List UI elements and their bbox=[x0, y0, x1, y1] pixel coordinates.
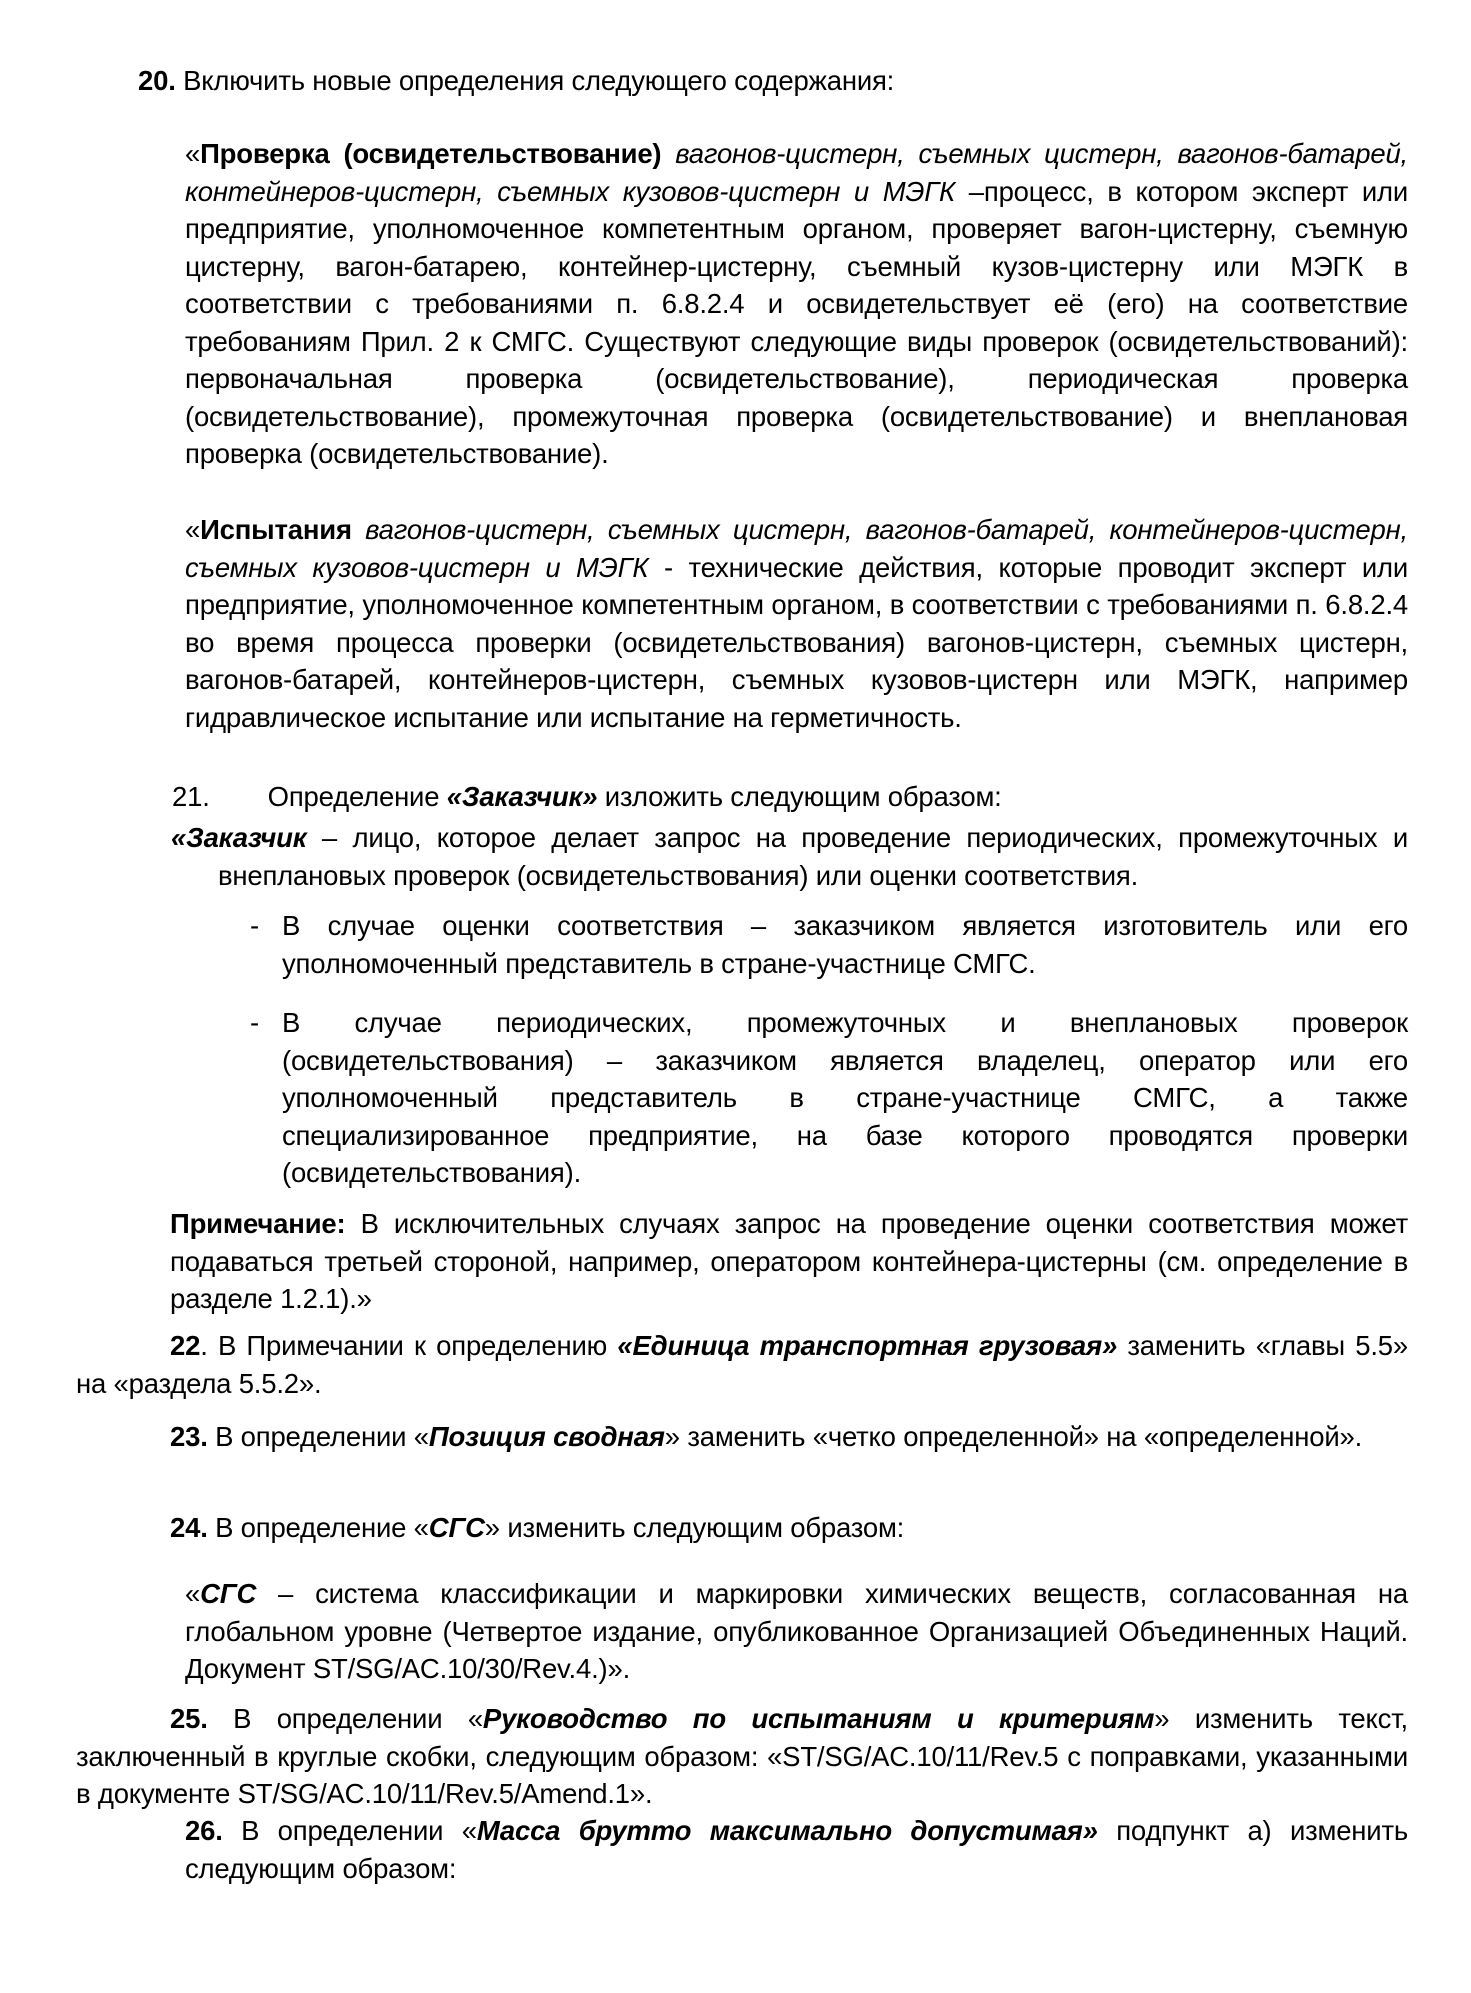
term-edinica: «Единица транспортная грузовая» bbox=[617, 1330, 1118, 1361]
note-text: В исключительных случаях запрос на проведение оценки соответствия может подаваться третьей стороной, например, оператором контейнера-цистерны (см. определение в разделе 1.2.1).» bbox=[170, 1208, 1408, 1314]
definition-ispytaniya-text: - технические действия, которые проводит эксперт или предприятие, уполномоченное компетентным органом, в соответствии с требованиями п. 6.8.2.4 во время процесса проверки (освидетельствования) вагонов-цистерн, съемных цистерн, вагонов-батарей, контейнеров-цистерн, съемных кузовов-цистерн или МЭГК, например гидравлическое испытание или испытание на герметичность. bbox=[185, 551, 1408, 733]
paragraph-25: 25. В определении «Руководство по испытаниям и критериям» изменить текст, заключенный в круглые скобки, следующим образом: «ST/SG/AC.10/11/Rev.5 с поправками, указанными в документе ST/SG/AC.10/11/Rev.5/Amend.1». bbox=[76, 1703, 1408, 1809]
paragraph-22: 22. В Примечании к определению «Единица транспортная грузовая» заменить «главы 5.5» на «раздела 5.5.2». bbox=[76, 1330, 1408, 1399]
term-proverka: Проверка (освидетельствование) bbox=[200, 138, 662, 169]
bullet-item-1: В случае оценки соответствия – заказчиком является изготовитель или его уполномоченный представитель в стране-участнице СМГС. bbox=[282, 910, 1408, 979]
definition-proverka-italic: вагонов-цистерн, съемных цистерн, вагонов-батарей, контейнеров-цистерн, съемных кузовов-цистерн и МЭГК bbox=[185, 138, 1408, 207]
item-number-26: 26. bbox=[185, 1815, 223, 1846]
item-number-25: 25. bbox=[170, 1703, 208, 1734]
item-number-21: 21. bbox=[172, 781, 210, 812]
definition-zakazchik bbox=[171, 819, 1408, 894]
note bbox=[170, 1205, 1408, 1318]
term-sgs: СГС bbox=[200, 1578, 257, 1609]
paragraph-20-text: Включить новые определения следующего содержания: bbox=[175, 65, 895, 96]
definition-zakazchik-text: – лицо, которое делает запрос на проведение периодических, промежуточных и внеплановых проверок (освидетельствования) или оценки соответствия. bbox=[218, 822, 1408, 891]
term-massa-brutto: Масса брутто максимально допустимая» bbox=[476, 1815, 1098, 1846]
definition-sgs: «СГС – система классификации и маркировки химических веществ, согласованная на глобальном уровне (Четвертое издание, опубликованное Организацией Объединенных Наций. Документ ST/SG/AC.10/30/Rev.4.)». bbox=[185, 1578, 1408, 1684]
term-ispytaniya: Испытания bbox=[200, 514, 352, 545]
term-poziciya: Позиция сводная bbox=[428, 1421, 665, 1452]
bullet-item-2: В случае периодических, промежуточных и внеплановых проверок (освидетельствования) – заказчиком является владелец, оператор или его уполномоченный представитель в стране-участнице СМГС, а также специализированное предприятие, на базе которого проводятся проверки (освидетельствования). bbox=[282, 1007, 1408, 1188]
term-zakazchik-heading: «Заказчик» bbox=[446, 781, 598, 812]
paragraph-24: 24. В определение «СГС» изменить следующим образом: bbox=[170, 1512, 905, 1543]
item-number-24: 24. bbox=[170, 1512, 208, 1543]
definition-ispytaniya: «Испытания вагонов-цистерн, съемных цистерн, вагонов-батарей, контейнеров-цистерн, съемных кузовов-цистерн и МЭГК - технические действия, которые проводит эксперт или предприятие, уполномоченное компетентным органом, в соответствии с требованиями п. 6.8.2.4 во время процесса проверки (освидетельствования) вагонов-цистерн, съемных цистерн, вагонов-батарей, контейнеров-цистерн, съемных кузовов-цистерн или МЭГК, например гидравлическое испытание или испытание на герметичность. bbox=[185, 514, 1408, 733]
term-zakazchik: «Заказчик bbox=[171, 822, 307, 853]
item-number-20: 20. bbox=[138, 65, 176, 96]
definition-sgs-text: – система классификации и маркировки химических веществ, согласованная на глобальном уровне (Четвертое издание, опубликованное Организацией Объединенных Наций. Документ ST/SG/AC.10/30/Rev.4.)». bbox=[185, 1578, 1408, 1684]
item-number-23: 23. bbox=[170, 1421, 208, 1452]
note-label: Примечание: bbox=[170, 1208, 346, 1239]
paragraph-23: 23. В определении «Позиция сводная» заменить «четко определенной» на «определенной». bbox=[170, 1421, 1363, 1452]
bullet-dash-1: - bbox=[250, 910, 259, 941]
bullet-dash-2: - bbox=[250, 1007, 259, 1038]
term-sgs-heading: СГС bbox=[428, 1512, 485, 1543]
item-number-22: 22 bbox=[170, 1330, 201, 1361]
paragraph-26: 26. В определении «Масса брутто максимально допустимая» подпункт а) изменить следующим образом: bbox=[185, 1815, 1408, 1884]
definition-proverka: «Проверка (освидетельствование) вагонов-цистерн, съемных цистерн, вагонов-батарей, контейнеров-цистерн, съемных кузовов-цистерн и МЭГК –процесс, в котором эксперт или предприятие, уполномоченное компетентным органом, проверяет вагон-цистерну, съемную цистерну, вагон-батарею, контейнер-цистерну, съемный кузов-цистерну или МЭГК в соответствии с требованиями п. 6.8.2.4 и освидетельствует её (его) на соответствие требованиям Прил. 2 к СМГС. Существуют следующие виды проверок (освидетельствований): первоначальная проверка (освидетельствование), периодическая проверка (освидетельствование), промежуточная проверка (освидетельствование) и внеплановая проверка (освидетельствование). bbox=[185, 138, 1408, 469]
paragraph-21: 21. Определение «Заказчик» изложить следующим образом: bbox=[172, 781, 1002, 812]
definition-ispytaniya-italic: вагонов-цистерн, съемных цистерн, вагонов-батарей, контейнеров-цистерн, съемных кузовов-цистерн и МЭГК bbox=[185, 514, 1408, 583]
paragraph-20 bbox=[138, 62, 1408, 100]
definition-proverka-text: –процесс, в котором эксперт или предприятие, уполномоченное компетентным органом, проверяет вагон-цистерну, съемную цистерну, вагон-батарею, контейнер-цистерну, съемный кузов-цистерну или МЭГК в соответствии с требованиями п. 6.8.2.4 и освидетельствует её (его) на соответствие требованиям Прил. 2 к СМГС. Существуют следующие виды проверок (освидетельствований): первоначальная проверка (освидетельствование), периодическая проверка (освидетельствование), промежуточная проверка (освидетельствование) и внеплановая проверка (освидетельствование). bbox=[185, 175, 1408, 469]
term-rukovodstvo: Руководство по испытаниям и критериям bbox=[482, 1703, 1155, 1734]
